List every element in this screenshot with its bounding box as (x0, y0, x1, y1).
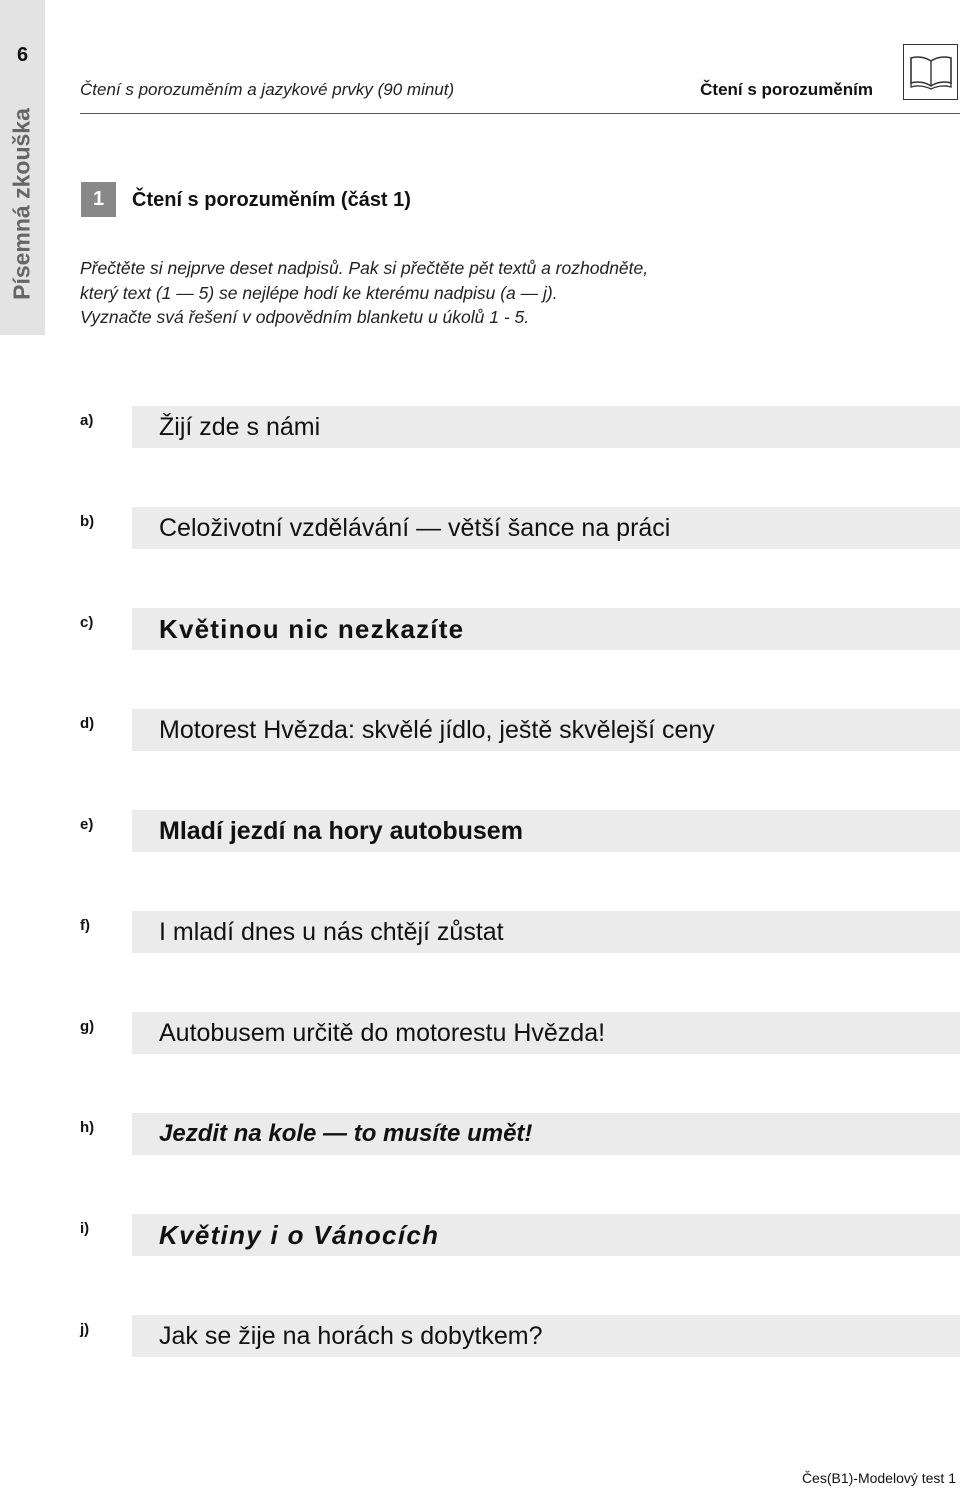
section-title: Čtení s porozuměním (část 1) (132, 189, 411, 211)
option-headline-text: Autobusem určitě do motorestu Hvězda! (159, 1018, 606, 1047)
option-headline (132, 1113, 960, 1155)
header-rule (80, 113, 960, 114)
side-tab (0, 0, 45, 335)
option-headline (132, 608, 960, 650)
option-headline-text: Žijí zde s námi (159, 412, 321, 441)
option-letter: i) (80, 1220, 90, 1237)
option-headline (132, 507, 960, 549)
option-letter: f) (80, 917, 90, 934)
option-headline (132, 1214, 960, 1256)
section-number: 1 (81, 182, 116, 217)
option-letter: h) (80, 1119, 95, 1136)
option-letter: j) (80, 1321, 90, 1338)
option-headline-text: Celoživotní vzdělávání — větší šance na práci (159, 513, 671, 542)
option-headline-text: I mladí dnes u nás chtějí zůstat (159, 917, 504, 946)
option-headline-text: Květiny i o Vánocích (159, 1219, 440, 1250)
option-headline (132, 810, 960, 852)
page-number: 6 (16, 44, 29, 66)
open-book-icon (903, 44, 958, 100)
option-letter: e) (80, 816, 94, 833)
option-letter: a) (80, 412, 94, 429)
option-headline (132, 709, 960, 751)
footer: Čes(B1)-Modelový test 1 (801, 1470, 956, 1486)
option-letter: g) (80, 1018, 95, 1035)
instructions (80, 256, 800, 330)
option-headline (132, 911, 960, 953)
option-headline-text: Jak se žije na horách s dobytkem? (159, 1321, 543, 1350)
option-letter: c) (80, 614, 94, 631)
option-headline-text: Květinou nic nezkazíte (159, 613, 465, 644)
instruction-line: Vyznačte svá řešení v odpovědním blanketu u úkolů 1 - 5. (80, 307, 530, 327)
instruction-line: který text (1 — 5) se nejlépe hodí ke kterému nadpisu (a — j). (80, 282, 558, 303)
side-label: Písemná zkouška (8, 108, 35, 300)
option-headline (132, 406, 960, 448)
option-letter: d) (80, 715, 95, 732)
option-headline-text: Motorest Hvězda: skvělé jídlo, ještě skvělejší ceny (159, 715, 715, 744)
option-headline-text: Jezdit na kole — to musíte umět! (159, 1120, 533, 1147)
option-letter: b) (80, 513, 95, 530)
option-headline (132, 1012, 960, 1054)
option-headline (132, 1315, 960, 1357)
header-left: Čtení s porozuměním a jazykové prvky (90 minut) (80, 80, 455, 99)
instruction-line: Přečtěte si nejprve deset nadpisů. Pak si přečtěte pět textů a rozhodněte, (80, 258, 649, 278)
option-headline-text: Mladí jezdí na hory autobusem (159, 816, 523, 845)
header-right: Čtení s porozuměním (700, 80, 873, 99)
